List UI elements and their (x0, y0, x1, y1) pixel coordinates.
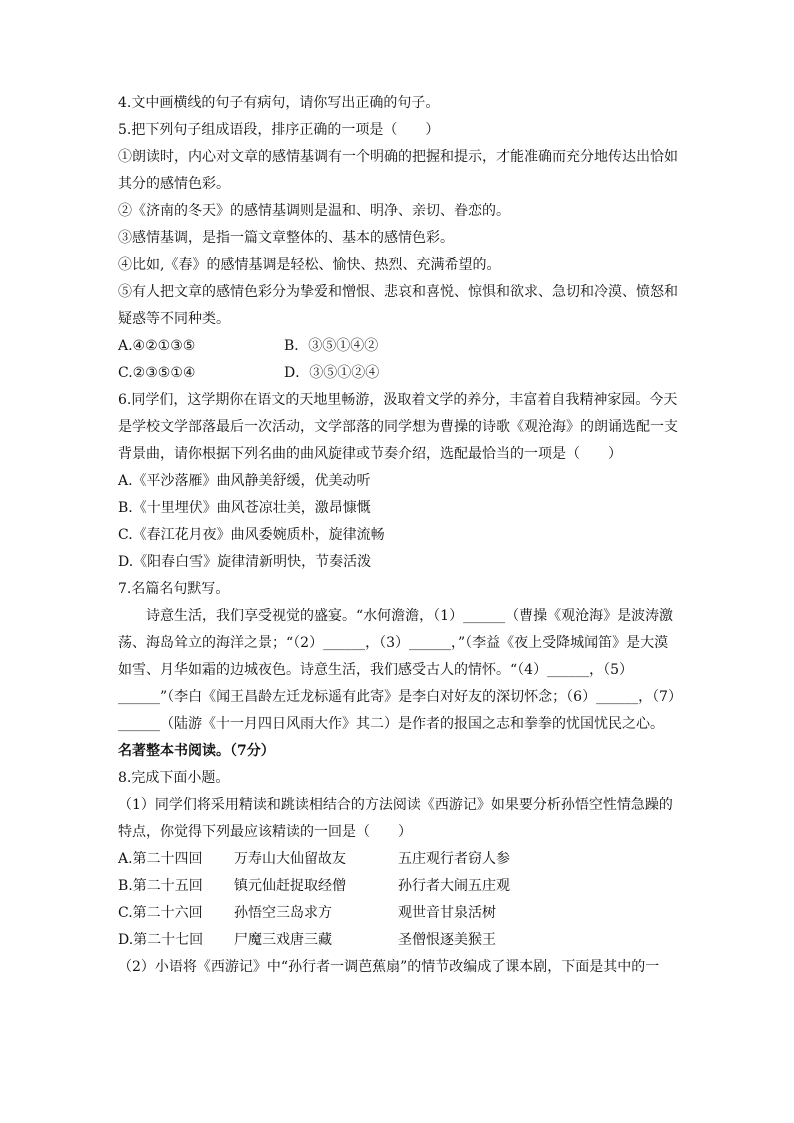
question-5-stem: 5.把下列句子组成语段，排序正确的一项是（ ） (118, 122, 440, 138)
question-5-option-d: D．③⑤①②④ (284, 365, 380, 381)
question-6-option-b: B.《十里埋伏》曲风苍凉壮美，激昂慷慨 (118, 500, 371, 516)
question-5-item-3: ③感情基调，是指一篇文章整体的、基本的感情色彩。 (118, 230, 454, 246)
question-6-option-d: D.《阳春白雪》旋律清新明快，节奏活泼 (118, 554, 372, 570)
question-8-option-row (118, 873, 678, 900)
option-title-2: 圣僧恨逐美猴王 (398, 932, 496, 948)
question-6-option-c: C.《春江花月夜》曲风委婉质朴，旋律流畅 (118, 527, 385, 543)
option-title-1: 尸魔三戏唐三藏 (234, 932, 332, 948)
option-key: C.第二十六回 (118, 905, 203, 921)
question-8-option-row (118, 927, 678, 954)
question-5-option-b: B．③⑤①④② (284, 338, 379, 354)
question-5-options-row-1 (118, 333, 678, 360)
question-5-item-4: ④比如,《春》的感情基调是轻松、愉快、热烈、充满希望的。 (118, 257, 501, 273)
question-6-stem: 6.同学们，这学期你在语文的天地里畅游，汲取着文学的养分，丰富着自我精神家园。今天是学校文学部落最后一次活动，文学部落的同学想为曹操的诗歌《观沧海》的朗诵选配一支背景曲，请你根据下列名曲的曲风旋律或节奏介绍，选配最恰当的一项是（ ） (118, 392, 678, 462)
question-7-stem: 7.名篇名句默写。 (118, 581, 230, 597)
question-5-option-a: A.④②①③⑤ (118, 338, 196, 354)
question-5-item-2: ②《济南的冬天》的感情基调则是温和、明净、亲切、眷恋的。 (118, 203, 510, 219)
question-7-passage: 诗意生活，我们享受视觉的盛宴。“水何澹澹，（1）______（曹操《观沧海》是波涛激荡、海岛耸立的海洋之景；“（2）______，（3）______，”（李益《夜上受降城闻笛》是大漠如雪、月华如霜的边城夜色。诗意生活，我们感受古人的情怀。“（4）______，（5）______”（李白《闻王昌龄左迁龙标遥有此寄》是李白对好友的深切怀念；（6）______，（7）______（陆游《十一月四日风雨大作》其二）是作者的报国之志和拳拳的忧国忧民之心。 (118, 608, 675, 732)
question-5-option-c: C.②③⑤①④ (118, 365, 196, 381)
question-5-item-5: ⑤有人把文章的感情色彩分为挚爱和憎恨、悲哀和喜悦、惊惧和欲求、急切和冷漠、愤怒和疑惑等不同种类。 (118, 284, 678, 327)
question-4: 4.文中画横线的句子有病句，请你写出正确的句子。 (118, 95, 440, 111)
question-8-sub-2: （2）小语将《西游记》中“孙行者一调芭蕉扇”的情节改编成了课本剧，下面是其中的一 (118, 959, 660, 975)
option-key: A.第二十四回 (118, 851, 203, 867)
question-8-sub-1: （1）同学们将采用精读和跳读相结合的方法阅读《西游记》如果要分析孙悟空性情急躁的特点，你觉得下列最应该精读的一回是（ ） (118, 797, 673, 840)
option-title-2: 观世音甘泉活树 (398, 905, 496, 921)
option-title-1: 孙悟空三岛求方 (234, 905, 332, 921)
question-8-option-row (118, 900, 678, 927)
option-key: B.第二十五回 (118, 878, 203, 894)
question-8-option-row (118, 846, 678, 873)
question-5-options-row-2 (118, 360, 678, 387)
option-title-1: 镇元仙赶捉取经僧 (234, 878, 346, 894)
option-title-2: 孙行者大闹五庄观 (398, 878, 510, 894)
option-title-2: 五庄观行者窃人参 (398, 851, 510, 867)
question-8-options (118, 846, 678, 954)
option-key: D.第二十七回 (118, 932, 204, 948)
exam-page (118, 90, 678, 981)
option-title-1: 万寿山大仙留故友 (234, 851, 346, 867)
question-8-stem: 8.完成下面小题。 (118, 770, 230, 786)
question-5-item-1: ①朗读时，内心对文章的感情基调有一个明确的把握和提示，才能准确而充分地传达出恰如其分的感情色彩。 (118, 149, 678, 192)
question-6-option-a: A.《平沙落雁》曲风静美舒缓，优美动听 (118, 473, 371, 489)
section-title: 名著整本书阅读。（7分） (118, 743, 275, 759)
